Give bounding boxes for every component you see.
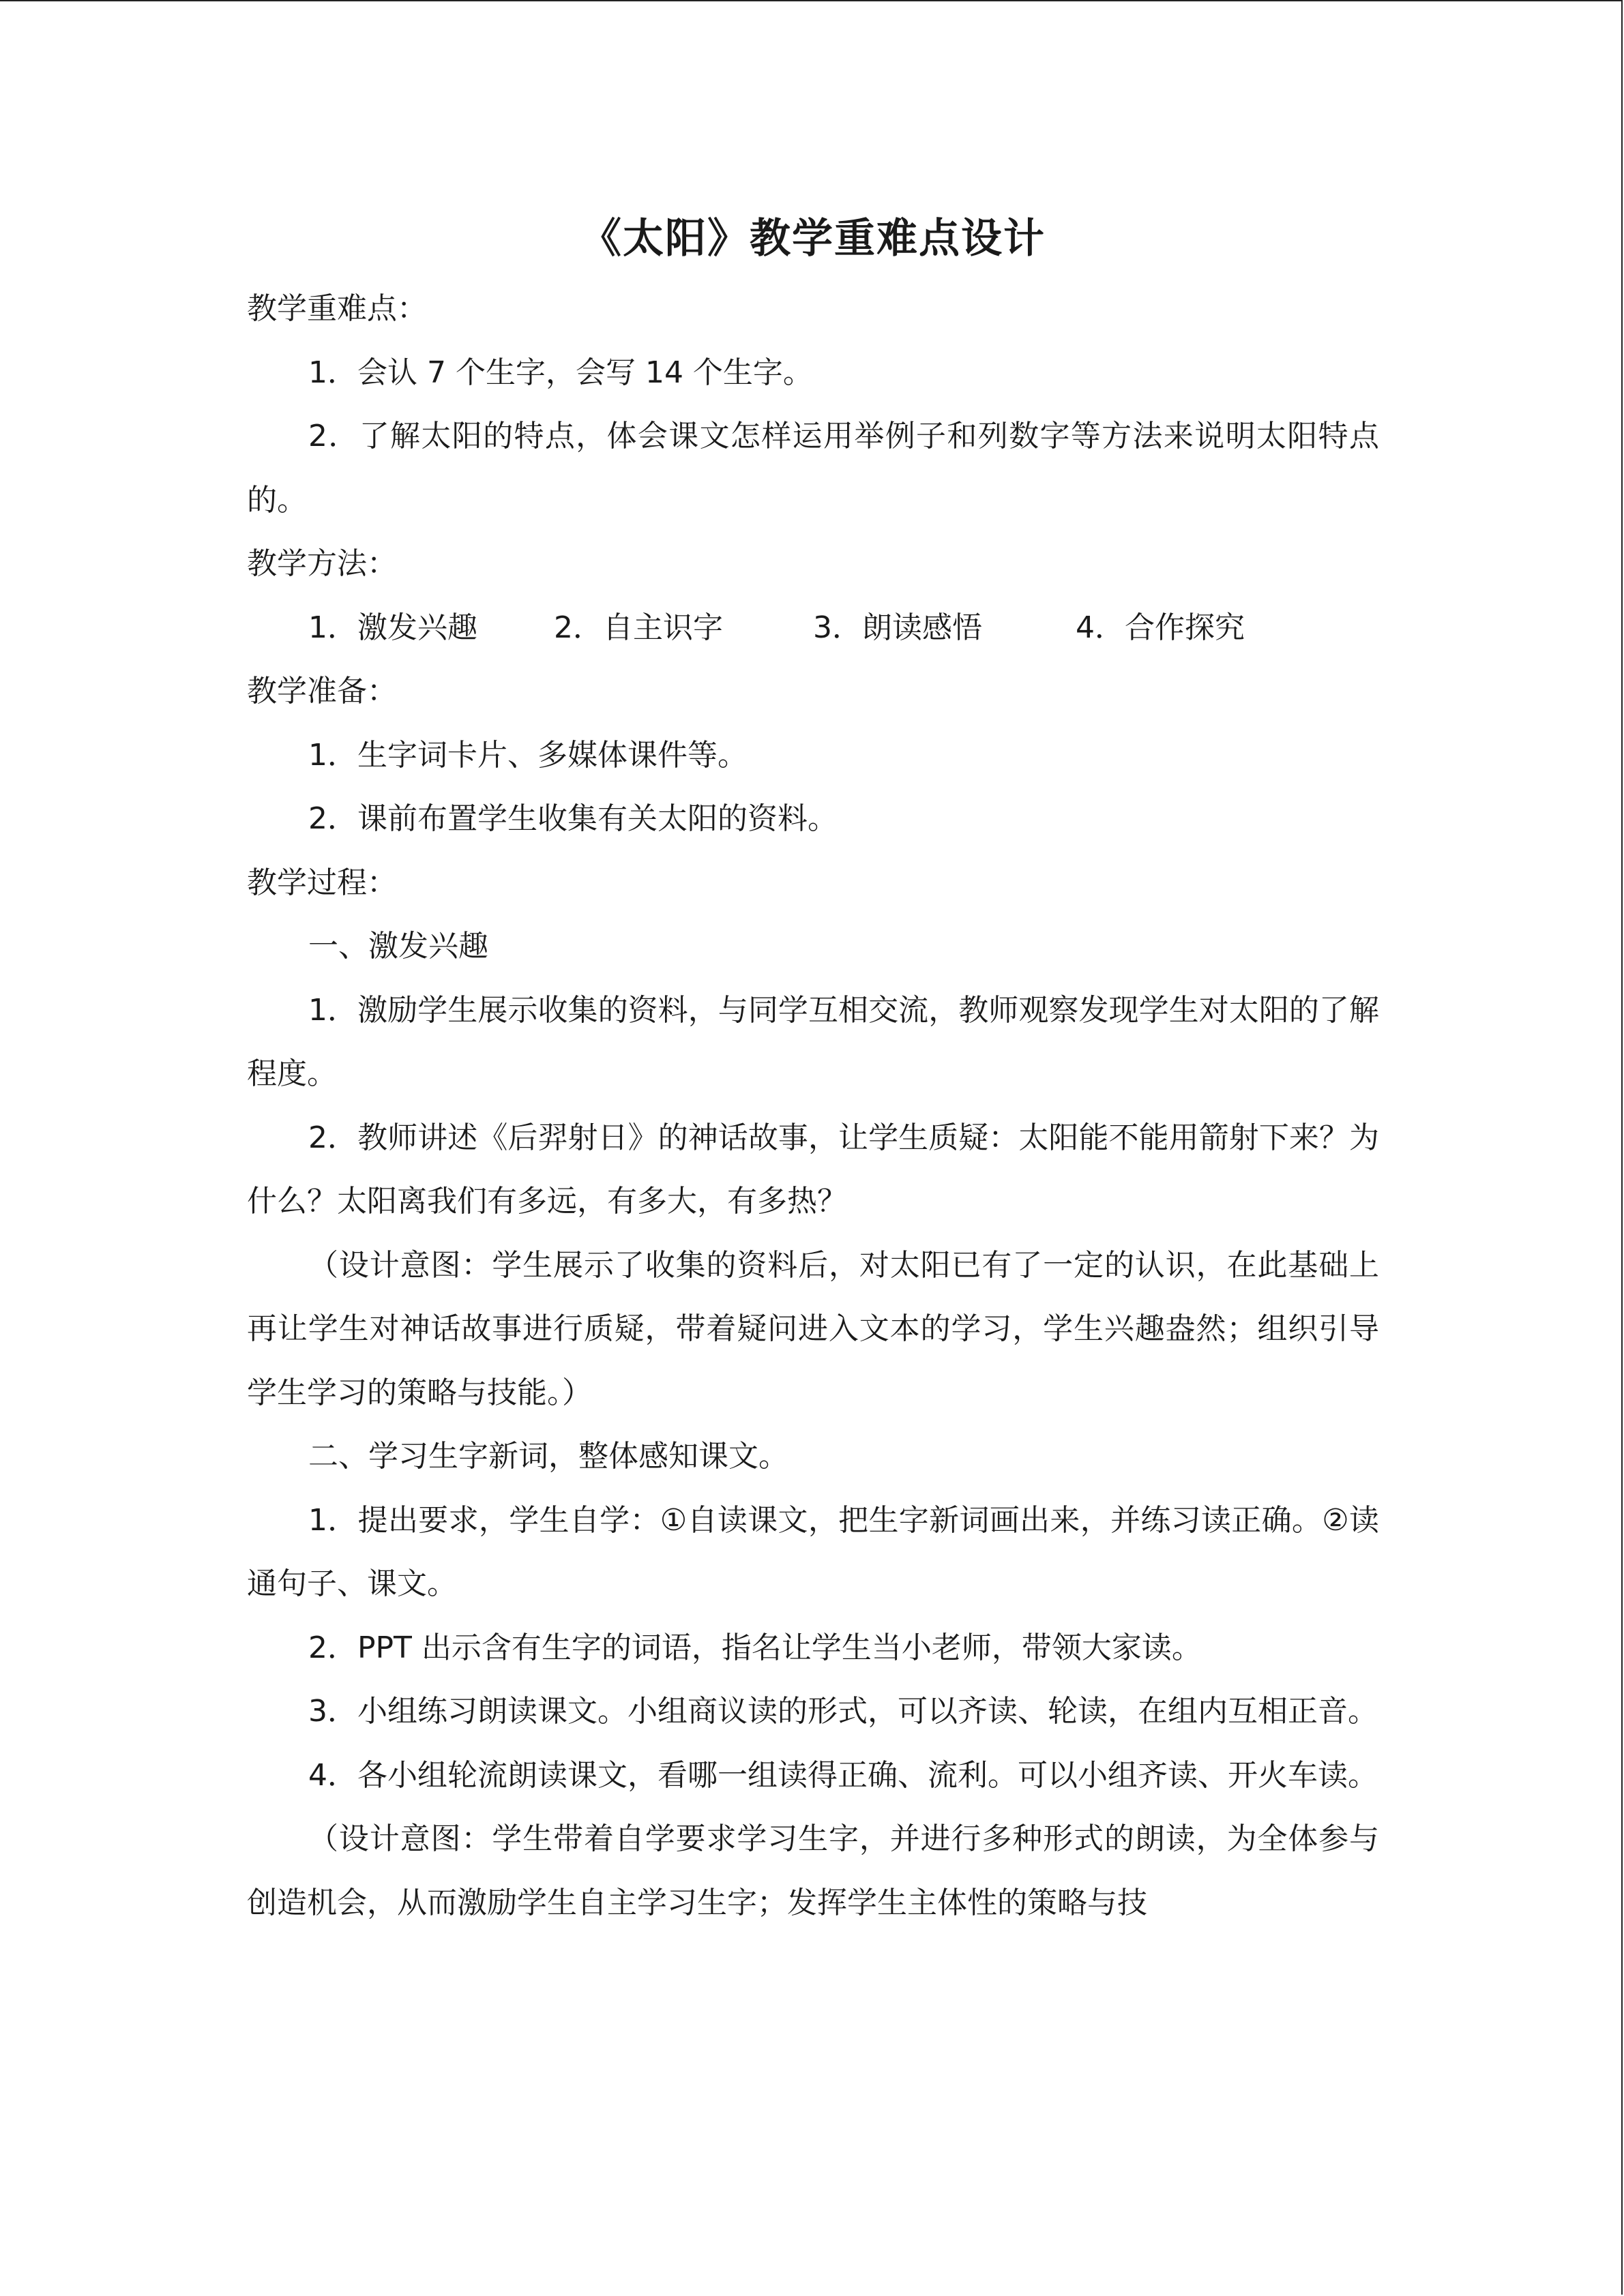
step-item: 2．教师讲述《后羿射日》的神话故事，让学生质疑：太阳能不能用箭射下来？为什么？太阳离我们有多远，有多大，有多热？ xyxy=(247,1120,1379,1219)
method-item: 4．合作探究 xyxy=(1076,610,1245,645)
method-item: 3．朗读感悟 xyxy=(813,610,982,645)
step-item: 2．PPT 出示含有生字的词语，指名让学生当小老师，带领大家读。 xyxy=(308,1630,1202,1665)
design-intent-note: （设计意图：学生展示了收集的资料后，对太阳已有了一定的认识，在此基础上再让学生对神话故事进行质疑，带着疑问进入文本的学习，学生兴趣盎然；组织引导学生学习的策略与技能。） xyxy=(247,1247,1379,1410)
design-intent-note: （设计意图：学生带着自学要求学习生字，并进行多种形式的朗读，为全体参与创造机会，从而激励学生自主学习生字；发挥学生主体性的策略与技 xyxy=(247,1821,1379,1920)
page-title: 《太阳》教学重难点设计 xyxy=(580,215,1046,263)
step-heading: 一、激发兴趣 xyxy=(308,929,488,964)
process-heading: 教学过程： xyxy=(247,865,397,900)
step-item: 1．提出要求，学生自学：①自读课文，把生字新词画出来，并练习读正确。②读通句子、课文。 xyxy=(247,1502,1379,1601)
method-item: 2．自主识字 xyxy=(554,610,723,645)
key-point-item: 2．了解太阳的特点，体会课文怎样运用举例子和列数字等方法来说明太阳特点的。 xyxy=(247,419,1379,518)
document-body xyxy=(247,205,1379,1935)
step-item: 3．小组练习朗读课文。小组商议读的形式，可以齐读、轮读，在组内互相正音。 xyxy=(308,1694,1378,1729)
key-point-item: 1．会认 7 个生字，会写 14 个生字。 xyxy=(308,355,813,390)
key-points-heading: 教学重难点： xyxy=(247,291,427,326)
step-heading: 二、学习生字新词，整体感知课文。 xyxy=(308,1439,788,1474)
step-item: 1．激励学生展示收集的资料，与同学互相交流，教师观察发现学生对太阳的了解程度。 xyxy=(247,992,1379,1091)
methods-list xyxy=(247,596,1379,660)
method-item: 1．激发兴趣 xyxy=(308,610,477,645)
prep-item: 2．课前布置学生收集有关太阳的资料。 xyxy=(308,801,838,836)
methods-heading: 教学方法： xyxy=(247,546,397,581)
prep-heading: 教学准备： xyxy=(247,674,397,709)
step-item: 4．各小组轮流朗读课文，看哪一组读得正确、流利。可以小组齐读、开火车读。 xyxy=(308,1757,1378,1793)
prep-item: 1．生字词卡片、多媒体课件等。 xyxy=(308,737,748,773)
